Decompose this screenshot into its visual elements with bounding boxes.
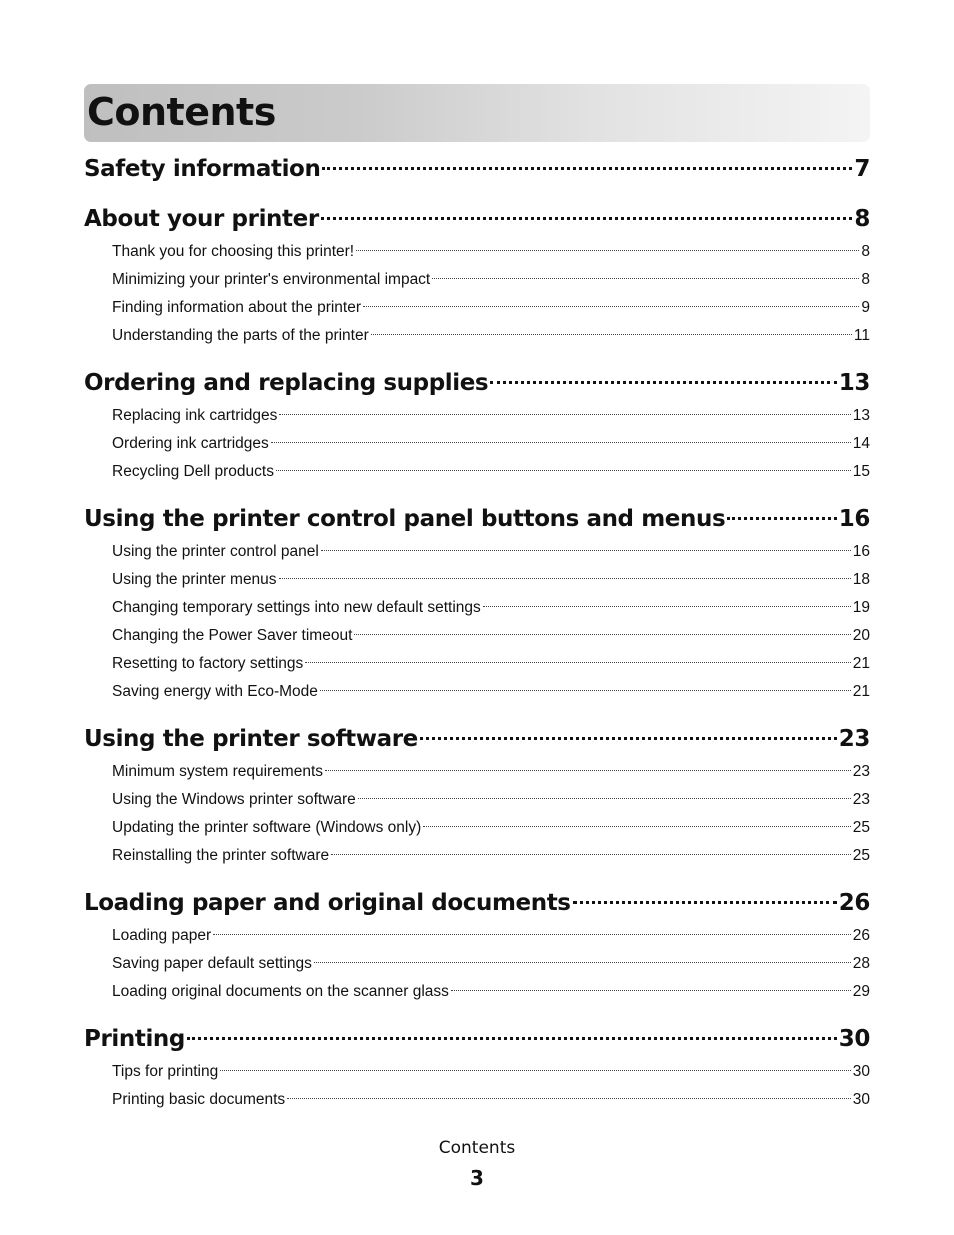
toc-leader-dots: [320, 690, 851, 691]
toc-section-title: Safety information: [84, 156, 321, 182]
toc-leader-dots: [727, 517, 837, 520]
toc-leader-dots: [321, 217, 853, 220]
toc-subentry-title: Minimizing your printer's environmental impact: [112, 271, 431, 288]
toc-section-entry[interactable]: [84, 500, 870, 538]
toc-subentry-list: [84, 538, 870, 706]
toc-subentry[interactable]: [112, 294, 870, 322]
toc-leader-dots: [356, 250, 859, 251]
toc-leader-dots: [314, 962, 851, 963]
toc-leader-dots: [490, 381, 837, 384]
toc-subentry-list: [84, 1058, 870, 1114]
toc-subentry[interactable]: [112, 402, 870, 430]
page-title: Contents: [87, 90, 276, 134]
toc-subentry[interactable]: [112, 678, 870, 706]
toc-leader-dots: [432, 278, 859, 279]
toc-subentry-title: Resetting to factory settings: [112, 655, 304, 672]
toc-subentry-title: Thank you for choosing this printer!: [112, 243, 355, 260]
toc-subentry-title: Understanding the parts of the printer: [112, 327, 369, 344]
toc-leader-dots: [483, 606, 851, 607]
toc-section-title: About your printer: [84, 206, 319, 232]
toc-leader-dots: [358, 798, 851, 799]
toc-subentry-page: 13: [852, 407, 870, 424]
toc-section-entry[interactable]: [84, 150, 870, 188]
toc-section-page: 23: [838, 726, 870, 752]
toc-subentry[interactable]: [112, 594, 870, 622]
toc-subentry[interactable]: [112, 1058, 870, 1086]
footer-section-name: Contents: [438, 1138, 516, 1158]
footer-page-number: 3: [470, 1166, 484, 1190]
toc-leader-dots: [187, 1037, 837, 1040]
toc-leader-dots: [279, 414, 850, 415]
toc-section-page: 16: [838, 506, 870, 532]
toc-subentry[interactable]: [112, 786, 870, 814]
toc-leader-dots: [279, 578, 851, 579]
toc-leader-dots: [331, 854, 851, 855]
toc-subentry-title: Updating the printer software (Windows only): [112, 819, 422, 836]
toc-section: [84, 200, 870, 350]
toc-subentry-page: 30: [852, 1063, 870, 1080]
toc-subentry-page: 20: [852, 627, 870, 644]
toc-leader-dots: [276, 470, 851, 471]
toc-subentry-title: Recycling Dell products: [112, 463, 274, 480]
toc-section: [84, 884, 870, 1006]
toc-subentry-page: 9: [861, 299, 870, 316]
toc-subentry-page: 14: [852, 435, 870, 452]
toc-section-title: Using the printer control panel buttons and menus: [84, 506, 726, 532]
toc-leader-dots: [305, 662, 850, 663]
toc-section-title: Printing: [84, 1026, 185, 1052]
contents-banner: [84, 84, 870, 142]
toc-leader-dots: [220, 1070, 851, 1071]
toc-leader-dots: [363, 306, 859, 307]
toc-subentry-page: 15: [852, 463, 870, 480]
toc-leader-dots: [354, 634, 850, 635]
toc-subentry-title: Using the printer menus: [112, 571, 277, 588]
toc-section-page: 8: [854, 206, 870, 232]
toc-subentry-page: 23: [852, 791, 870, 808]
toc-subentry[interactable]: [112, 758, 870, 786]
toc-subentry-list: [84, 922, 870, 1006]
toc-subentry-title: Tips for printing: [112, 1063, 219, 1080]
toc-leader-dots: [322, 167, 852, 170]
toc-subentry-title: Replacing ink cartridges: [112, 407, 278, 424]
toc-subentry-title: Saving energy with Eco-Mode: [112, 683, 318, 700]
toc-subentry-title: Ordering ink cartridges: [112, 435, 269, 452]
toc-leader-dots: [325, 770, 851, 771]
toc-subentry-title: Using the Windows printer software: [112, 791, 356, 808]
toc-subentry[interactable]: [112, 1086, 870, 1114]
toc-subentry-page: 30: [852, 1091, 870, 1108]
toc-leader-dots: [451, 990, 851, 991]
toc-subentry[interactable]: [112, 842, 870, 870]
toc-leader-dots: [573, 901, 837, 904]
toc-subentry[interactable]: [112, 622, 870, 650]
toc-section-entry[interactable]: [84, 364, 870, 402]
table-of-contents: [84, 150, 870, 1128]
toc-section: [84, 720, 870, 870]
toc-subentry-page: 8: [861, 243, 870, 260]
toc-subentry-page: 16: [852, 543, 870, 560]
toc-leader-dots: [420, 737, 837, 740]
toc-subentry[interactable]: [112, 458, 870, 486]
toc-subentry[interactable]: [112, 238, 870, 266]
toc-subentry-title: Loading original documents on the scanner glass: [112, 983, 449, 1000]
toc-subentry[interactable]: [112, 814, 870, 842]
toc-subentry-page: 25: [852, 819, 870, 836]
toc-subentry-title: Finding information about the printer: [112, 299, 362, 316]
toc-subentry-page: 19: [852, 599, 870, 616]
toc-subentry-title: Minimum system requirements: [112, 763, 324, 780]
toc-subentry[interactable]: [112, 950, 870, 978]
toc-leader-dots: [213, 934, 851, 935]
toc-section-entry[interactable]: [84, 720, 870, 758]
toc-subentry-page: 23: [852, 763, 870, 780]
toc-subentry[interactable]: [112, 922, 870, 950]
toc-subentry-title: Changing temporary settings into new default settings: [112, 599, 481, 616]
toc-section-title: Loading paper and original documents: [84, 890, 571, 916]
toc-subentry[interactable]: [112, 538, 870, 566]
toc-subentry-page: 25: [852, 847, 870, 864]
toc-subentry[interactable]: [112, 430, 870, 458]
toc-section-page: 7: [854, 156, 870, 182]
toc-section: [84, 364, 870, 486]
toc-subentry-page: 26: [852, 927, 870, 944]
toc-subentry-page: 21: [852, 655, 870, 672]
toc-subentry[interactable]: [112, 566, 870, 594]
toc-section-page: 26: [838, 890, 870, 916]
toc-subentry-page: 28: [852, 955, 870, 972]
toc-subentry-page: 21: [852, 683, 870, 700]
toc-subentry-list: [84, 758, 870, 870]
toc-subentry-title: Printing basic documents: [112, 1091, 286, 1108]
toc-leader-dots: [423, 826, 850, 827]
toc-subentry[interactable]: [112, 322, 870, 350]
toc-subentry-list: [84, 238, 870, 350]
toc-subentry-list: [84, 402, 870, 486]
toc-subentry-title: Saving paper default settings: [112, 955, 312, 972]
toc-section-entry[interactable]: [84, 200, 870, 238]
toc-section-title: Using the printer software: [84, 726, 418, 752]
toc-leader-dots: [271, 442, 851, 443]
toc-leader-dots: [321, 550, 851, 551]
toc-subentry[interactable]: [112, 650, 870, 678]
toc-subentry-page: 18: [852, 571, 870, 588]
toc-subentry-page: 29: [852, 983, 870, 1000]
toc-subentry[interactable]: [112, 266, 870, 294]
toc-section-title: Ordering and replacing supplies: [84, 370, 489, 396]
toc-subentry[interactable]: [112, 978, 870, 1006]
toc-subentry-title: Using the printer control panel: [112, 543, 319, 560]
toc-subentry-title: Loading paper: [112, 927, 212, 944]
toc-subentry-page: 11: [853, 327, 870, 344]
toc-section: [84, 1020, 870, 1114]
toc-leader-dots: [371, 334, 852, 335]
toc-subentry-page: 8: [861, 271, 870, 288]
toc-section-entry[interactable]: [84, 1020, 870, 1058]
toc-leader-dots: [287, 1098, 851, 1099]
toc-section-page: 30: [838, 1026, 870, 1052]
toc-subentry-title: Changing the Power Saver timeout: [112, 627, 353, 644]
toc-subentry-title: Reinstalling the printer software: [112, 847, 330, 864]
toc-section-page: 13: [838, 370, 870, 396]
toc-section: [84, 150, 870, 188]
toc-section-entry[interactable]: [84, 884, 870, 922]
toc-section: [84, 500, 870, 706]
